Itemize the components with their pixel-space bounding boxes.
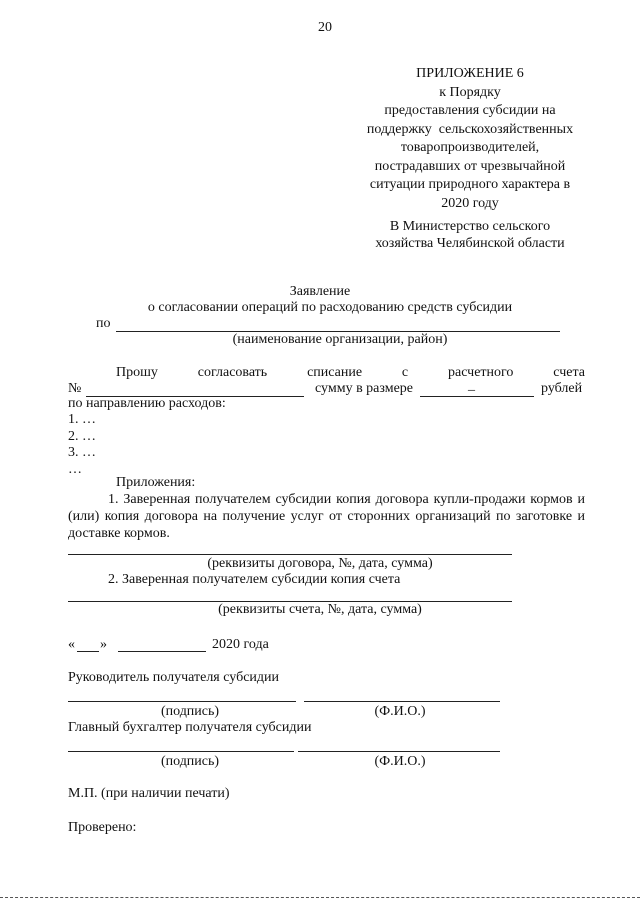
request-line <box>116 365 585 381</box>
accountant-name-field[interactable] <box>298 751 500 752</box>
appendix-line: товаропроизводителей, <box>400 140 540 155</box>
document-title: Заявление <box>289 284 351 299</box>
appendix-line: к Порядку <box>439 84 501 100</box>
list-item: 3. … <box>68 445 96 460</box>
appendix-block <box>320 65 620 213</box>
head-name-caption: (Ф.И.О.) <box>374 704 426 719</box>
accountant-signature-caption: (подпись) <box>160 754 220 769</box>
page-bottom-divider <box>0 897 640 898</box>
contract-details-field[interactable] <box>68 554 512 555</box>
request-word: расчетного <box>448 365 514 380</box>
request-word: согласовать <box>197 365 268 380</box>
contract-caption: (реквизиты договора, №, дата, сумма) <box>207 556 433 571</box>
number-sign: № <box>68 381 82 396</box>
request-word: Прошу <box>116 365 158 380</box>
po-label: по <box>96 316 111 331</box>
rubles-label: рублей <box>541 381 583 396</box>
attachments-heading: Приложения: <box>116 475 196 490</box>
appendix-line: пострадавших от чрезвычайной <box>374 158 566 174</box>
page-number: 20 <box>318 20 332 35</box>
request-word: с <box>401 365 409 380</box>
date-close-quote: » <box>100 637 107 652</box>
head-signature-caption: (подпись) <box>160 704 220 719</box>
accountant-signature-field[interactable] <box>68 751 294 752</box>
checked-label: Проверено: <box>68 820 137 835</box>
head-label: Руководитель получателя субсидии <box>68 670 280 685</box>
appendix-line: ситуации природного характера в <box>369 177 571 192</box>
invoice-caption: (реквизиты счета, №, дата, сумма) <box>218 602 422 617</box>
appendix-line: 2020 году <box>441 195 499 211</box>
head-signature-field[interactable] <box>68 701 296 702</box>
sum-field[interactable] <box>420 396 534 397</box>
sum-label: сумму в размере <box>315 381 414 396</box>
accountant-name-caption: (Ф.И.О.) <box>374 754 426 769</box>
date-open-quote: « <box>68 637 75 652</box>
list-item: 2. … <box>68 428 96 444</box>
request-word: счета <box>553 365 585 380</box>
appendix-line: ПРИЛОЖЕНИЕ 6 <box>416 66 524 81</box>
addressee-block <box>320 218 620 252</box>
date-day-field[interactable] <box>77 651 99 652</box>
expense-list <box>68 412 96 478</box>
addressee-line: В Министерство сельского <box>389 219 551 234</box>
list-item: … <box>68 461 82 477</box>
date-year: 2020 года <box>212 637 269 652</box>
attachment-item-2: 2. Заверенная получателем субсидии копия счета <box>108 572 401 587</box>
accountant-label: Главный бухгалтер получателя субсидии <box>68 720 312 735</box>
appendix-line: предоставления субсидии на <box>384 103 556 118</box>
sum-dash: _ <box>468 378 475 393</box>
stamp-note: М.П. (при наличии печати) <box>68 786 230 801</box>
request-word: списание <box>307 365 363 380</box>
direction-label: по направлению расходов: <box>68 396 226 411</box>
date-month-field[interactable] <box>118 651 206 652</box>
attachment-item-1: 1. Заверенная получателем субсидии копия договора купли-продажи кормов и (или) копия договора на получение услуг от сторонних организаций по заготовке и доставке кормов. <box>68 492 585 541</box>
addressee-line: хозяйства Челябинской области <box>375 236 565 251</box>
head-name-field[interactable] <box>304 701 500 702</box>
organization-caption: (наименование организации, район) <box>232 332 448 347</box>
appendix-line: поддержку сельскохозяйственных <box>366 121 574 137</box>
list-item: 1. … <box>68 412 96 427</box>
document-subtitle: о согласовании операций по расходованию средств субсидии <box>147 300 513 315</box>
